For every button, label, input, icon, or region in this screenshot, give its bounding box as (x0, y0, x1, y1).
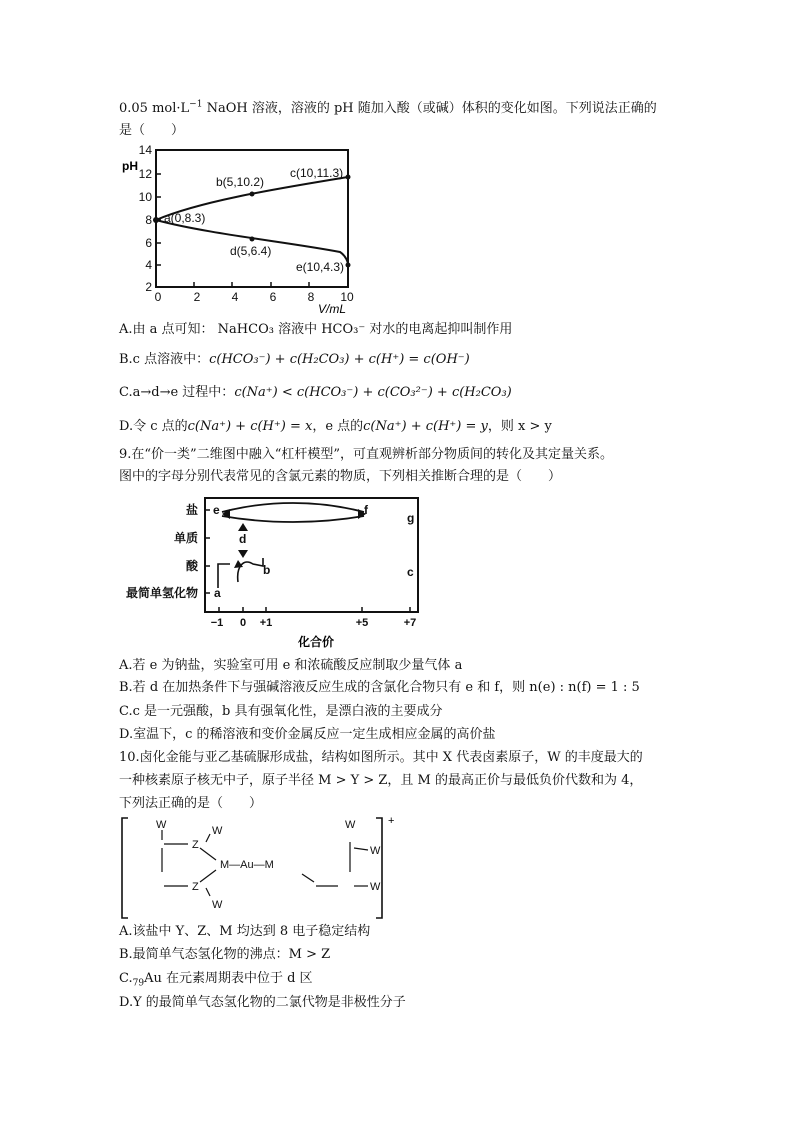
point-d (250, 237, 255, 242)
q9-option-a[interactable]: A.若 e 为钠盐，实验室可用 e 和浓硫酸反应制取少量气体 a (119, 658, 463, 673)
ylabel-element: 单质 (173, 531, 198, 545)
q9-stem-line2: 图中的字母分别代表常见的含氯元素的物质，下列相关推断合理的是（ ） (119, 469, 562, 484)
x-tick-6: 6 (269, 290, 277, 304)
ylabel-hydride: 最简单氢化物 (125, 586, 198, 600)
atom-w2: W (212, 825, 223, 837)
xtick-pos1: +1 (259, 617, 273, 629)
atom-w1: W (156, 819, 167, 831)
q8-option-b[interactable] (119, 351, 470, 369)
q9-option-b[interactable]: B.若 d 在加热条件下与强碱溶液反应生成的含氯化合物只有 e 和 f，则 n(e) : n(f) = 1 : 5 (119, 680, 640, 695)
atom-z1: Z (192, 839, 199, 851)
q8-stem-sup: −1 (189, 99, 203, 110)
point-a (153, 217, 159, 223)
letter-c: c (407, 565, 414, 579)
lever-arc-bottom (222, 516, 364, 522)
y-tick-2: 2 (145, 280, 152, 294)
q10-stem-line1: 10.卤化金能与亚乙基硫脲形成盐，结构如图所示。其中 X 代表卤素原子，W 的丰度最大的 (119, 750, 643, 765)
y-tick-14: 14 (138, 144, 152, 157)
q10-option-a[interactable]: A.该盐中 Y、Z、M 均达到 8 电子稳定结构 (119, 924, 371, 939)
diagram-frame (205, 498, 418, 612)
lower-curve (156, 220, 348, 265)
y-axis-label: pH (122, 159, 138, 173)
center-m-au-m: M—Au—M (220, 859, 274, 871)
ylabel-acid: 酸 (185, 559, 198, 573)
xtick-neg1: −1 (210, 617, 224, 629)
opt-text: NaHCO₃ 溶液中 HCO₃⁻ 对水的电离起抑叫制作用 (213, 322, 513, 337)
label-c: c(10,11.3) (290, 166, 344, 180)
q8-stem-line2: 是（ ） (119, 123, 185, 138)
label-b: b(5,10.2) (216, 175, 265, 189)
q8-option-c[interactable] (119, 384, 512, 402)
letter-g: g (407, 511, 415, 525)
q10-option-b[interactable]: B.最简单气态氢化物的沸点：M > Z (119, 947, 331, 962)
q8-stem-line1 (119, 100, 657, 118)
fulcrum-bottom (238, 550, 248, 558)
q10-option-d[interactable]: D.Y 的最简单气态氢化物的二氯代物是非极性分子 (119, 995, 406, 1010)
letter-d: d (239, 532, 247, 546)
q9-option-c[interactable]: C.c 是一元强酸，b 具有强氧化性，是漂白液的主要成分 (119, 704, 443, 719)
atomic-number: 79 (132, 978, 145, 989)
opt-label: B.c 点溶液中： (119, 352, 210, 367)
point-b (250, 192, 255, 197)
opt-formula: c(Na⁺) + c(H⁺) = x (187, 419, 313, 434)
xtick-pos7: +7 (403, 617, 417, 629)
opt-text: Au 在元素周期表中位于 d 区 (144, 971, 313, 986)
charge: + (388, 815, 395, 827)
x-axis-label: V/mL (318, 302, 347, 314)
label-d: d(5,6.4) (230, 244, 272, 258)
opt-label: A.由 a 点可知： (119, 322, 214, 337)
valence-class-diagram (118, 494, 438, 654)
opt-label: C.a→d→e 过程中： (119, 385, 235, 400)
q8-stem-text-2: NaOH 溶液，溶液的 pH 随加入酸（或碱）体积的变化如图。下列说法正确的 (202, 101, 657, 116)
letter-e: e (213, 503, 220, 517)
x-tick-0: 0 (154, 290, 162, 304)
q8-option-d[interactable] (119, 418, 552, 436)
xtick-pos5: +5 (355, 617, 369, 629)
atom-w4: W (345, 819, 356, 831)
q9-option-d[interactable]: D.室温下，c 的稀溶液和变价金属反应一定生成相应金属的高价盐 (119, 727, 496, 742)
label-a: a(0,8.3) (164, 211, 206, 225)
q8-option-a[interactable] (119, 321, 512, 339)
atom-z2: Z (192, 881, 199, 893)
opt-label: C. (119, 971, 133, 986)
opt-text: ，e 点的 (312, 419, 364, 434)
opt-formula: c(HCO₃⁻) + c(H₂CO₃) + c(H⁺) = c(OH⁻) (209, 352, 470, 367)
q10-stem-line2: 一种核素原子核无中子，原子半径 M > Y > Z，且 M 的最高正价与最低负价代数和为 4， (119, 773, 643, 788)
bracket-left (122, 818, 128, 918)
letter-b: b (263, 563, 271, 577)
bracket-right (376, 818, 382, 918)
opt-label: D.令 c 点的 (119, 419, 188, 434)
point-c (346, 175, 351, 180)
opt-text: ，则 x > y (487, 419, 552, 434)
y-tick-12: 12 (138, 167, 152, 181)
label-e: e(10,4.3) (296, 260, 345, 274)
opt-formula: c(Na⁺) + c(H⁺) = y (363, 419, 488, 434)
x-tick-8: 8 (307, 290, 315, 304)
salt-structure (118, 812, 408, 924)
y-tick-6: 6 (145, 236, 152, 250)
q8-stem-text: 0.05 mol·L (119, 101, 190, 116)
lever-b (238, 558, 263, 582)
ylabel-salt: 盐 (185, 503, 198, 517)
x-tick-4: 4 (231, 290, 239, 304)
point-e (346, 263, 351, 268)
atom-w6: W (370, 881, 381, 893)
y-tick-10: 10 (138, 190, 152, 204)
ph-chart (118, 144, 368, 314)
x-axis-label: 化合价 (297, 635, 335, 649)
fulcrum-top (238, 523, 248, 531)
atom-w3: W (212, 899, 223, 911)
x-tick-10: 10 (340, 290, 354, 304)
q9-stem-line1: 9.在“价一类”二维图中融入“杠杆模型”，可直观辨析部分物质间的转化及其定量关系。 (119, 447, 613, 462)
lever-a (218, 564, 230, 588)
atom-w5: W (370, 845, 381, 857)
opt-formula: c(Na⁺) < c(HCO₃⁻) + c(CO₃²⁻) + c(H₂CO₃) (234, 385, 512, 400)
letter-f: f (364, 503, 368, 517)
letter-a: a (214, 586, 221, 600)
y-tick-4: 4 (145, 258, 152, 272)
lever-arc-top (222, 503, 364, 512)
q10-option-c[interactable] (119, 970, 313, 988)
y-tick-8: 8 (145, 213, 152, 227)
q10-stem-line3: 下列法正确的是（ ） (119, 796, 263, 811)
x-tick-2: 2 (193, 290, 201, 304)
xtick-0: 0 (239, 617, 247, 629)
